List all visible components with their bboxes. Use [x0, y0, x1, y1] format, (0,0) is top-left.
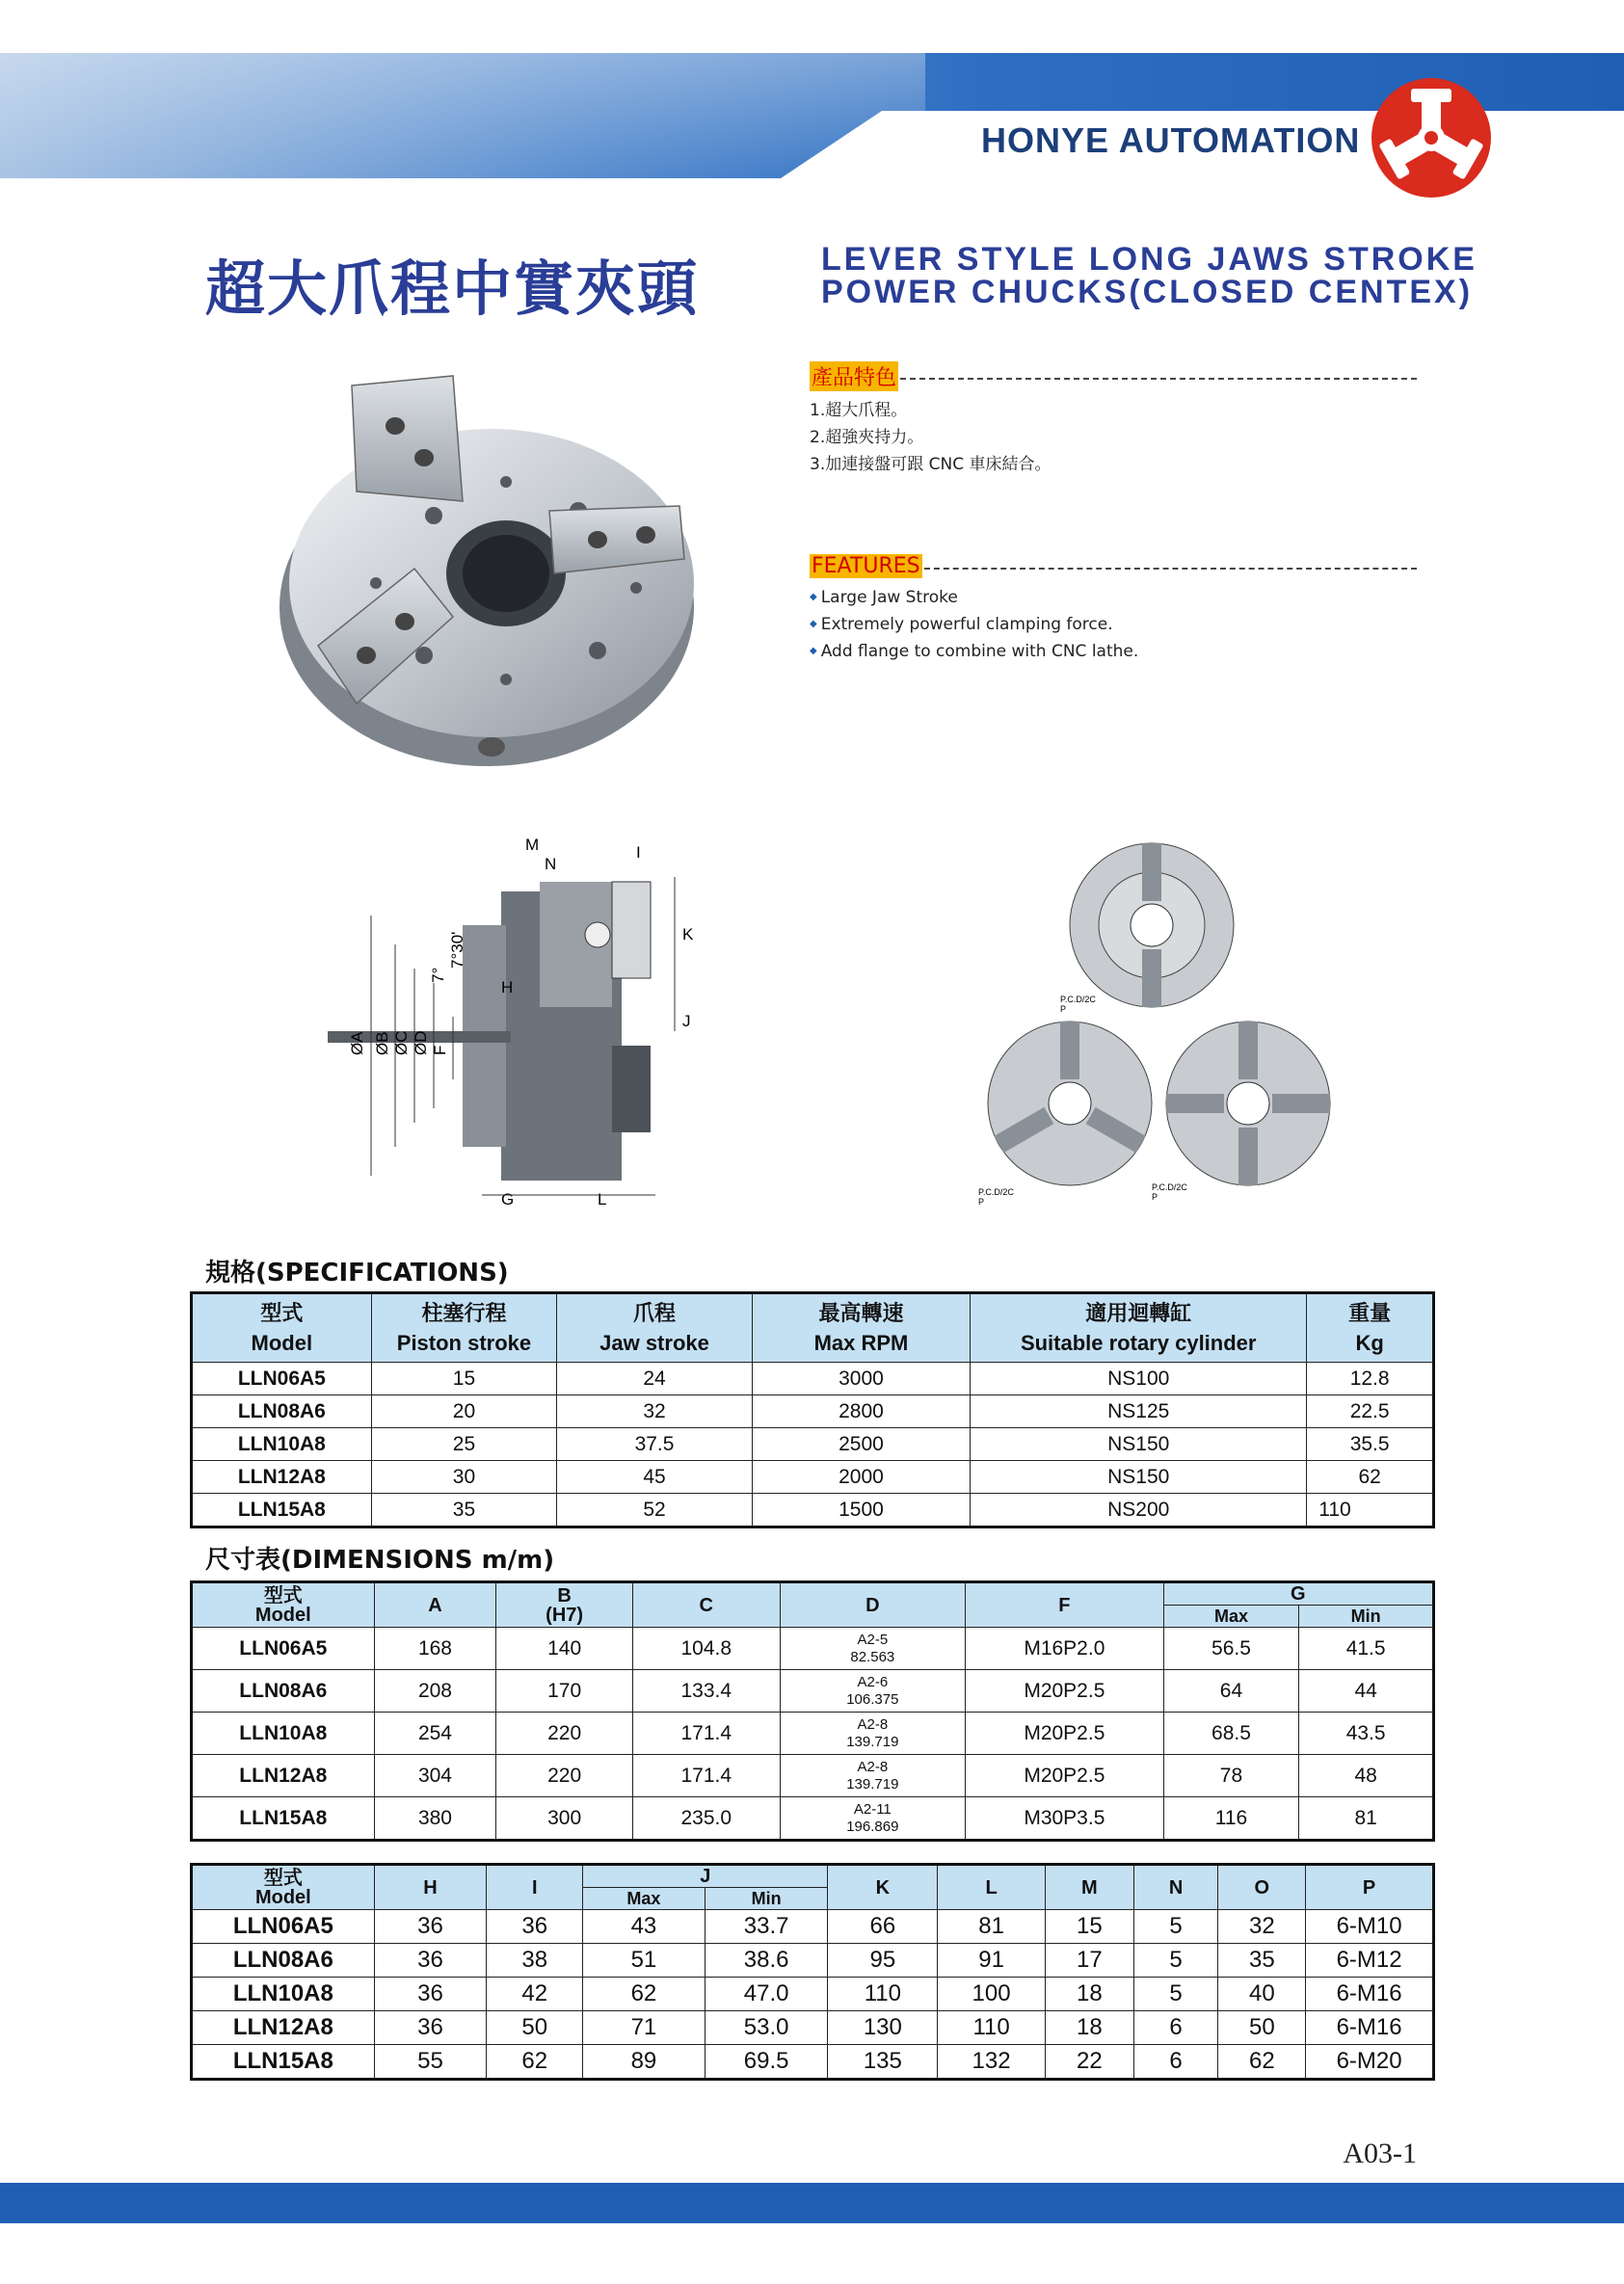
col-model: 型式 Model: [192, 1582, 375, 1628]
chuck-section-drawing: [318, 838, 790, 1224]
list-item: ◆ Extremely powerful clamping force.: [810, 611, 1417, 638]
dim-label-l: L: [598, 1190, 607, 1208]
col-o: O: [1218, 1865, 1306, 1910]
dim-label-k: K: [682, 925, 694, 943]
specifications-title: 規格(SPECIFICATIONS): [205, 1259, 509, 1288]
features-en: [810, 554, 1417, 665]
list-item: ◆ Large Jaw Stroke: [810, 584, 1417, 611]
table-header-row: [192, 1293, 1434, 1363]
page-title-cn: 超大爪程中實夾頭: [205, 253, 700, 324]
table-header-row: [192, 1582, 1434, 1606]
features-cn-heading-row: [810, 361, 1417, 391]
table-row: LLN12A8 36 50 71 53.0 130 110 18 6 50 6-M16: [192, 2011, 1434, 2045]
col-i: I: [487, 1865, 583, 1910]
col-g-min: Min: [1299, 1606, 1434, 1628]
col-g-max: Max: [1163, 1606, 1299, 1628]
col-weight: 重量 Kg: [1307, 1293, 1434, 1363]
honye-logo-icon: [1369, 75, 1494, 200]
col-n: N: [1133, 1865, 1218, 1910]
table-row: LLN08A6 36 38 51 38.6 95 91 17 5 35 6-M12: [192, 1944, 1434, 1978]
heading-divider: [924, 568, 1417, 570]
col-j-min: Min: [705, 1888, 828, 1910]
col-max-rpm: 最高轉速 Max RPM: [752, 1293, 970, 1363]
col-d: D: [780, 1582, 966, 1628]
dim-label-b: ØB: [373, 1031, 391, 1055]
col-g: G: [1163, 1582, 1433, 1606]
col-rotary-cylinder: 適用迴轉缸 Suitable rotary cylinder: [971, 1293, 1307, 1363]
dim-label-angle-2: 7°30': [448, 931, 466, 969]
features-cn-heading: 產品特色: [810, 361, 898, 391]
list-item: 3.加連接盤可跟 CNC 車床結合。: [810, 455, 1052, 474]
page-number: A03-1: [1343, 2138, 1417, 2169]
col-model: 型式 Model: [192, 1293, 372, 1363]
page-title-en: [821, 243, 1478, 308]
features-cn-list: [810, 397, 1417, 478]
dim-label-angle-1: 7°: [429, 967, 447, 983]
table-row: LLN06A5 168 140 104.8 A2-5 82.563 M16P2.0 56.5 41.5: [192, 1628, 1434, 1670]
dimensions-table-2: [190, 1863, 1435, 2081]
dim-label-m: M: [525, 838, 540, 854]
view-label-pcd-2: P.C.D/2C: [978, 1187, 1014, 1197]
dim-label-c: ØC: [392, 1030, 411, 1055]
list-item: 2.超強夾持力。: [810, 428, 924, 447]
col-h: H: [374, 1865, 487, 1910]
view-label-pcd-1: P.C.D/2C: [1060, 995, 1096, 1004]
specifications-table: [190, 1291, 1435, 1528]
table-row: LLN15A8 35 52 1500 NS200 110: [192, 1494, 1434, 1527]
table-row: LLN06A5 36 36 43 33.7 66 81 15 5 32 6-M10: [192, 1910, 1434, 1944]
table-row: LLN10A8 36 42 62 47.0 110 100 18 5 40 6-M16: [192, 1978, 1434, 2011]
table-row: LLN06A5 15 24 3000 NS100 12.8: [192, 1363, 1434, 1395]
col-m: M: [1045, 1865, 1133, 1910]
col-c: C: [632, 1582, 780, 1628]
table-row: LLN15A8 55 62 89 69.5 135 132 22 6 62 6-M20: [192, 2045, 1434, 2080]
table-row: LLN12A8 30 45 2000 NS150 62: [192, 1461, 1434, 1494]
dimensions-table-1: [190, 1580, 1435, 1842]
view-label-p-2: P: [978, 1197, 985, 1207]
col-f: F: [966, 1582, 1164, 1628]
col-j: J: [583, 1865, 828, 1888]
table-row: LLN10A8 254 220 171.4 A2-8 139.719 M20P2.5 68.5 43.5: [192, 1713, 1434, 1755]
table-header-row: [192, 1865, 1434, 1888]
table-row: LLN10A8 25 37.5 2500 NS150 35.5: [192, 1428, 1434, 1461]
col-j-max: Max: [583, 1888, 706, 1910]
col-b: B (H7): [496, 1582, 633, 1628]
chuck-front-views: [973, 829, 1378, 1214]
list-item: 1.超大爪程。: [810, 401, 908, 420]
features-cn: [810, 361, 1417, 478]
heading-divider: [900, 378, 1417, 380]
view-label-p-3: P: [1152, 1192, 1158, 1202]
col-model: 型式 Model: [192, 1865, 375, 1910]
footer-band: [0, 2183, 1624, 2223]
dim-label-d: ØD: [412, 1030, 430, 1055]
col-jaw-stroke: 爪程 Jaw stroke: [557, 1293, 753, 1363]
brand-name: HONYE AUTOMATION: [981, 120, 1361, 160]
table-row: LLN15A8 380 300 235.0 A2-11 196.869 M30P3.5 116 81: [192, 1797, 1434, 1841]
features-en-heading-row: [810, 554, 1417, 578]
chuck-product-photo: [260, 366, 713, 790]
view-label-pcd-3: P.C.D/2C: [1152, 1182, 1187, 1192]
dim-label-h: H: [501, 978, 514, 996]
table-row: LLN12A8 304 220 171.4 A2-8 139.719 M20P2.5 78 48: [192, 1755, 1434, 1797]
col-k: K: [828, 1865, 938, 1910]
dim-label-n: N: [545, 855, 557, 873]
page-title-en-line2: POWER CHUCKS(CLOSED CENTEX): [821, 274, 1474, 310]
col-l: L: [938, 1865, 1046, 1910]
dim-label-j: J: [682, 1012, 691, 1030]
dim-label-f: F: [431, 1045, 449, 1055]
col-p: P: [1306, 1865, 1434, 1910]
dim-label-i: I: [636, 843, 641, 862]
table-row: LLN08A6 20 32 2800 NS125 22.5: [192, 1395, 1434, 1428]
col-a: A: [374, 1582, 496, 1628]
features-en-list: [810, 584, 1417, 665]
header-band-highlight: [0, 53, 925, 178]
dimensions-title: 尺寸表(DIMENSIONS m/m): [205, 1546, 555, 1575]
features-en-heading: FEATURES: [812, 554, 920, 578]
table-row: LLN08A6 208 170 133.4 A2-6 106.375 M20P2.5 64 44: [192, 1670, 1434, 1713]
list-item: ◆ Add flange to combine with CNC lathe.: [810, 638, 1417, 665]
view-label-p-1: P: [1060, 1004, 1067, 1014]
dim-label-g: G: [501, 1190, 515, 1208]
col-piston-stroke: 柱塞行程 Piston stroke: [371, 1293, 557, 1363]
page-title-en-line1: LEVER STYLE LONG JAWS STROKE: [821, 241, 1478, 278]
dim-label-a: ØA: [348, 1031, 366, 1055]
